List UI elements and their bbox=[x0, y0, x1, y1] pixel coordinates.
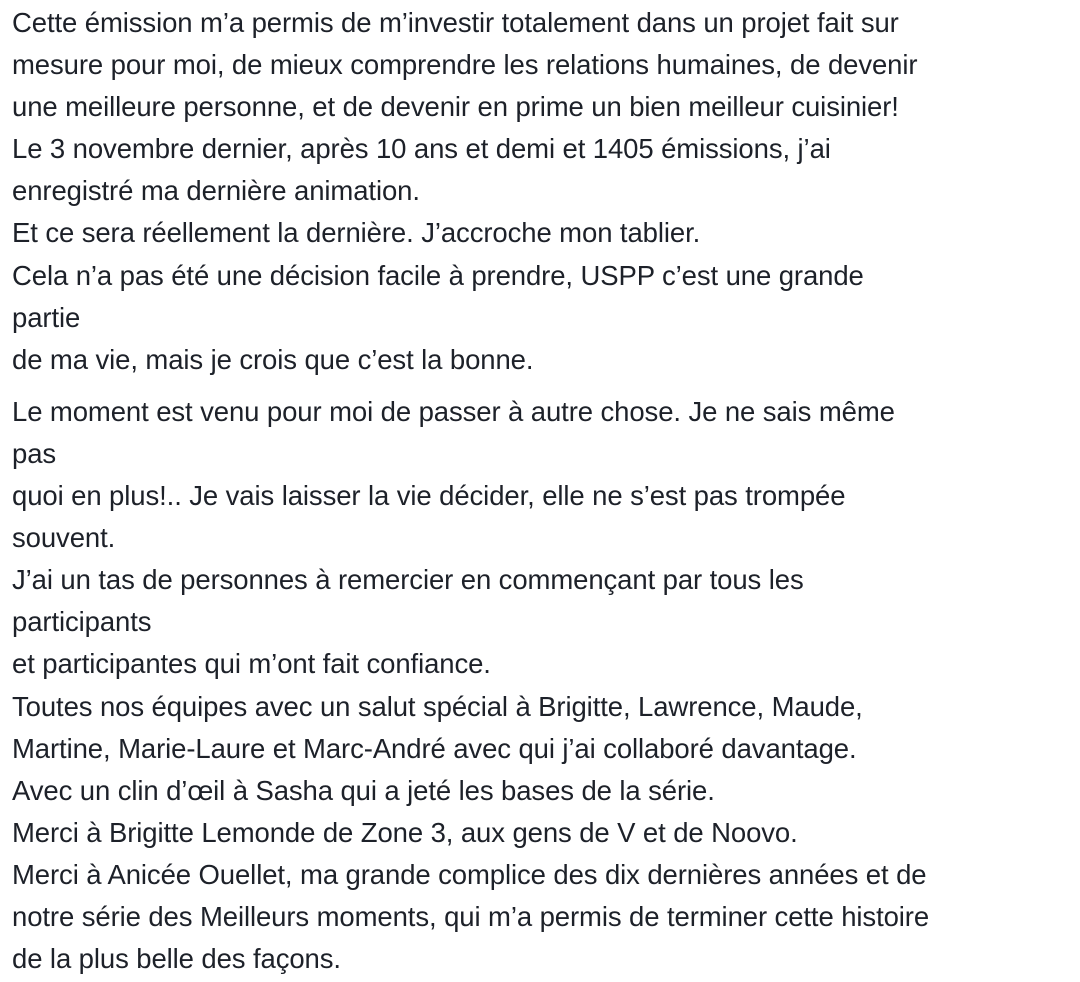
text-line: mesure pour moi, de mieux comprendre les relations humaines, de devenir bbox=[12, 49, 918, 81]
text-line: enregistré ma dernière animation. bbox=[12, 175, 420, 207]
text-line: Merci à Brigitte Lemonde de Zone 3, aux gens de V et de Noovo. bbox=[12, 816, 798, 848]
text-line: pas bbox=[12, 437, 57, 469]
text-line: de la plus belle des façons. bbox=[12, 943, 341, 975]
text-line: Toutes nos équipes avec un salut spécial à Brigitte, Lawrence, Maude, bbox=[12, 690, 863, 722]
text-line: Cela n’a pas été une décision facile à prendre, USPP c’est une grande bbox=[12, 259, 864, 291]
text-line: une meilleure personne, et de devenir en prime un bien meilleur cuisinier! bbox=[12, 91, 899, 123]
text-line: Martine, Marie-Laure et Marc-André avec qui j’ai collaboré davantage. bbox=[12, 732, 857, 764]
text-line: notre série des Meilleurs moments, qui m’a permis de terminer cette histoire bbox=[12, 900, 930, 932]
text-line: de ma vie, mais je crois que c’est la bonne. bbox=[12, 343, 534, 375]
text-line: et participantes qui m’ont fait confiance. bbox=[12, 648, 491, 680]
text-line: partie bbox=[12, 301, 81, 333]
text-line: Merci à Anicée Ouellet, ma grande complice des dix dernières années et de bbox=[12, 858, 927, 890]
text-line: J’ai un tas de personnes à remercier en commençant par tous les bbox=[12, 564, 804, 596]
paragraph-2 bbox=[12, 391, 1076, 980]
text-line: Cette émission m’a permis de m’investir totalement dans un projet fait sur bbox=[12, 7, 899, 38]
text-line: quoi en plus!.. Je vais laisser la vie décider, elle ne s’est pas trompée bbox=[12, 480, 846, 512]
text-line: Et ce sera réellement la dernière. J’accroche mon tablier. bbox=[12, 217, 701, 249]
text-line: Le 3 novembre dernier, après 10 ans et demi et 1405 émissions, j’ai bbox=[12, 133, 831, 165]
text-line: Le moment est venu pour moi de passer à autre chose. Je ne sais même bbox=[12, 395, 895, 427]
text-line: Avec un clin d’œil à Sasha qui a jeté les bases de la série. bbox=[12, 774, 715, 806]
post-text bbox=[12, 2, 1076, 980]
text-line: participants bbox=[12, 606, 152, 638]
paragraph-1 bbox=[12, 2, 1076, 381]
text-line: souvent. bbox=[12, 522, 116, 554]
